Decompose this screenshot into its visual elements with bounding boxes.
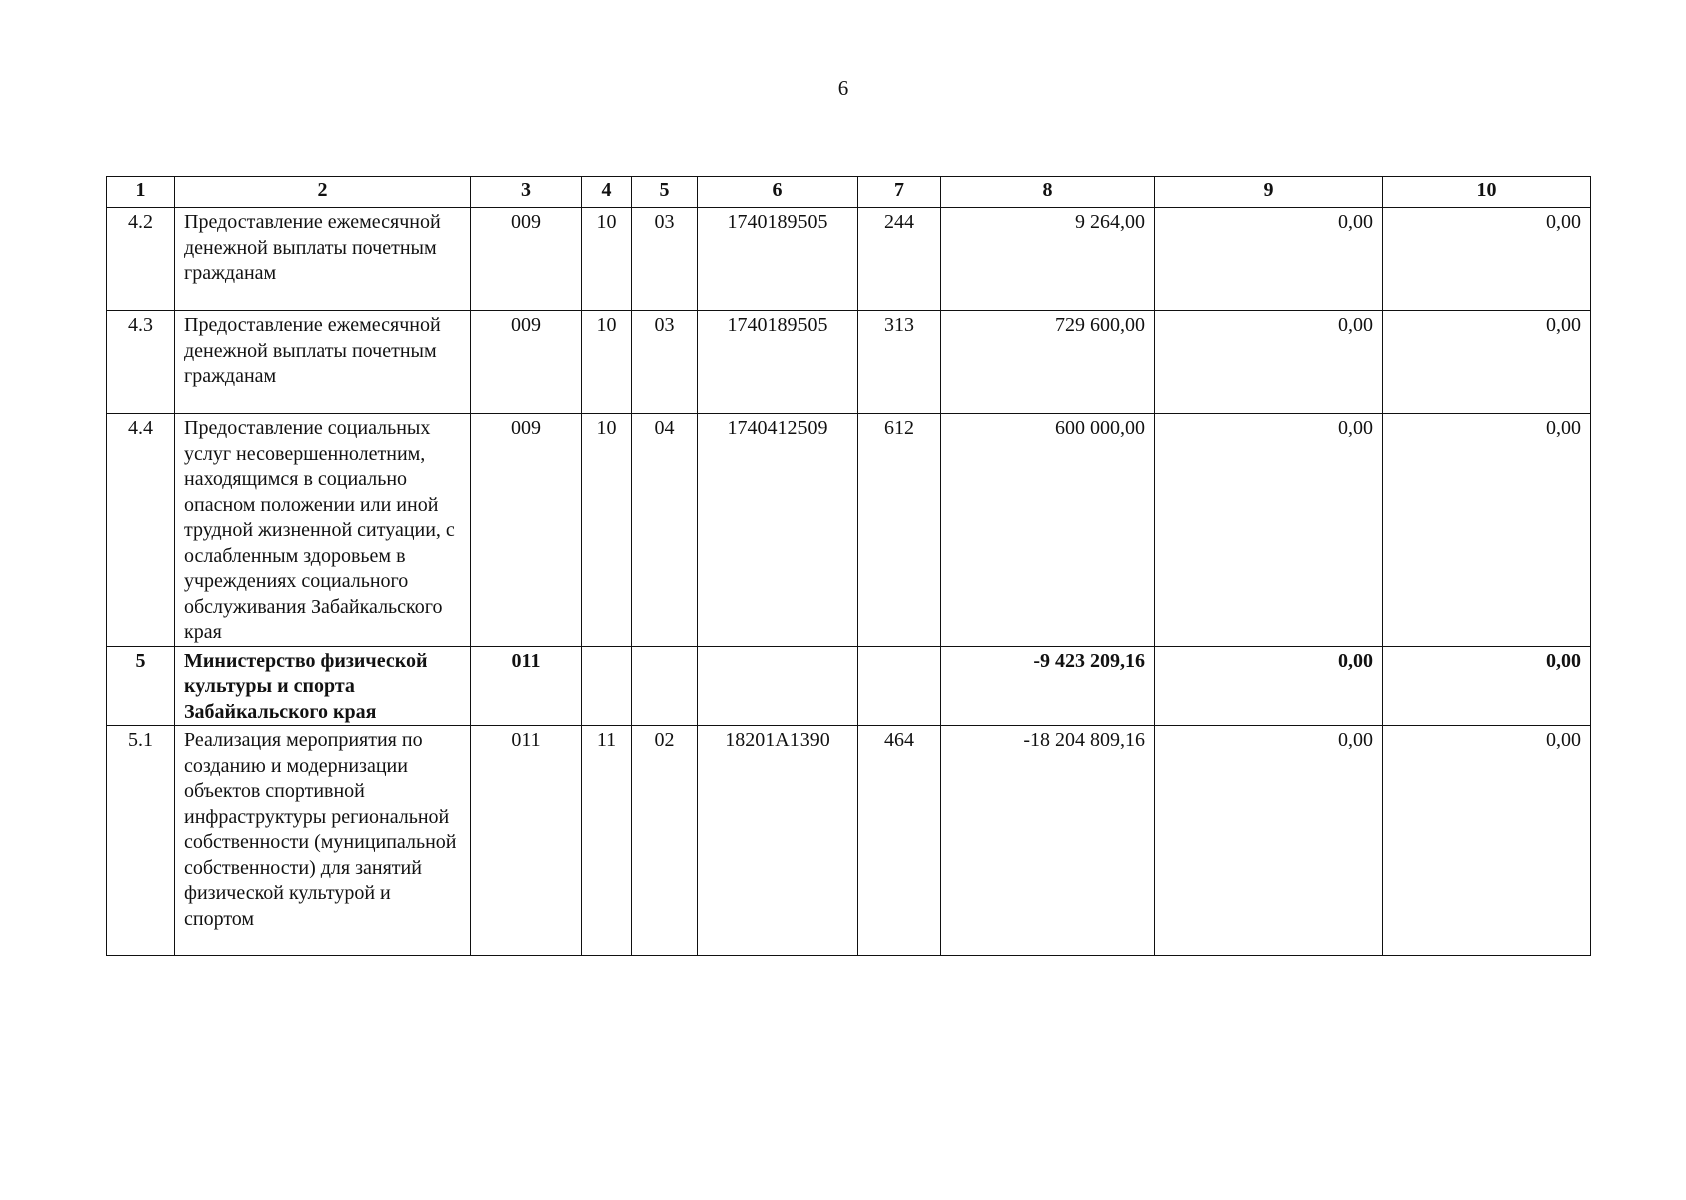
amount-cell: 0,00 bbox=[1383, 646, 1591, 726]
target-article-cell: 1740189505 bbox=[698, 311, 858, 414]
table-row bbox=[107, 726, 1591, 956]
amount-cell: 0,00 bbox=[1155, 646, 1383, 726]
amount-cell: -18 204 809,16 bbox=[941, 726, 1155, 956]
amount-cell: 0,00 bbox=[1155, 208, 1383, 311]
table-row bbox=[107, 208, 1591, 311]
amount-cell: 0,00 bbox=[1383, 311, 1591, 414]
ministry-code-cell: 011 bbox=[471, 646, 582, 726]
row-name-cell: Предоставление социальных услуг несовершеннолетним, находящимся в социально опасном положении или иной трудной жизненной ситуации, с ослабленным здоровьем в учреждениях социального обслуживания Забайкальского края bbox=[175, 414, 471, 647]
subsection-code-cell: 02 bbox=[632, 726, 698, 956]
row-name-cell: Предоставление ежемесячной денежной выплаты почетным гражданам bbox=[175, 208, 471, 311]
amount-cell: 600 000,00 bbox=[941, 414, 1155, 647]
row-name-cell: Предоставление ежемесячной денежной выплаты почетным гражданам bbox=[175, 311, 471, 414]
row-name-cell: Министерство физической культуры и спорта Забайкальского края bbox=[175, 646, 471, 726]
target-article-cell bbox=[698, 646, 858, 726]
subsection-code-cell: 03 bbox=[632, 311, 698, 414]
amount-cell: 0,00 bbox=[1155, 726, 1383, 956]
section-code-cell: 11 bbox=[582, 726, 632, 956]
column-header-4: 4 bbox=[582, 177, 632, 208]
column-header-10: 10 bbox=[1383, 177, 1591, 208]
ministry-code-cell: 009 bbox=[471, 414, 582, 647]
expense-type-cell: 244 bbox=[858, 208, 941, 311]
row-number-cell: 4.4 bbox=[107, 414, 175, 647]
column-header-5: 5 bbox=[632, 177, 698, 208]
table-row-ministry-total bbox=[107, 646, 1591, 726]
section-code-cell bbox=[582, 646, 632, 726]
column-number-header-row bbox=[107, 177, 1591, 208]
target-article-cell: 1740189505 bbox=[698, 208, 858, 311]
amount-cell: 0,00 bbox=[1155, 311, 1383, 414]
budget-table bbox=[106, 176, 1591, 956]
row-number-cell: 5 bbox=[107, 646, 175, 726]
column-header-2: 2 bbox=[175, 177, 471, 208]
column-header-1: 1 bbox=[107, 177, 175, 208]
expense-type-cell: 313 bbox=[858, 311, 941, 414]
expense-type-cell bbox=[858, 646, 941, 726]
amount-cell: 9 264,00 bbox=[941, 208, 1155, 311]
ministry-code-cell: 009 bbox=[471, 208, 582, 311]
page-number: 6 bbox=[837, 76, 849, 100]
amount-cell: 0,00 bbox=[1383, 414, 1591, 647]
section-code-cell: 10 bbox=[582, 414, 632, 647]
target-article-cell: 1740412509 bbox=[698, 414, 858, 647]
subsection-code-cell: 03 bbox=[632, 208, 698, 311]
expense-type-cell: 612 bbox=[858, 414, 941, 647]
column-header-9: 9 bbox=[1155, 177, 1383, 208]
table-row bbox=[107, 311, 1591, 414]
subsection-code-cell bbox=[632, 646, 698, 726]
amount-cell: 0,00 bbox=[1383, 208, 1591, 311]
row-number-cell: 4.2 bbox=[107, 208, 175, 311]
expense-type-cell: 464 bbox=[858, 726, 941, 956]
row-number-cell: 4.3 bbox=[107, 311, 175, 414]
subsection-code-cell: 04 bbox=[632, 414, 698, 647]
ministry-code-cell: 009 bbox=[471, 311, 582, 414]
amount-cell: 729 600,00 bbox=[941, 311, 1155, 414]
amount-cell: 0,00 bbox=[1383, 726, 1591, 956]
section-code-cell: 10 bbox=[582, 208, 632, 311]
column-header-3: 3 bbox=[471, 177, 582, 208]
section-code-cell: 10 bbox=[582, 311, 632, 414]
column-header-6: 6 bbox=[698, 177, 858, 208]
amount-cell: 0,00 bbox=[1155, 414, 1383, 647]
amount-cell: -9 423 209,16 bbox=[941, 646, 1155, 726]
ministry-code-cell: 011 bbox=[471, 726, 582, 956]
column-header-8: 8 bbox=[941, 177, 1155, 208]
table-row bbox=[107, 414, 1591, 647]
row-name-cell: Реализация мероприятия по созданию и модернизации объектов спортивной инфраструктуры региональной собственности (муниципальной собственности) для занятий физической культурой и спортом bbox=[175, 726, 471, 956]
target-article-cell: 18201A1390 bbox=[698, 726, 858, 956]
column-header-7: 7 bbox=[858, 177, 941, 208]
row-number-cell: 5.1 bbox=[107, 726, 175, 956]
